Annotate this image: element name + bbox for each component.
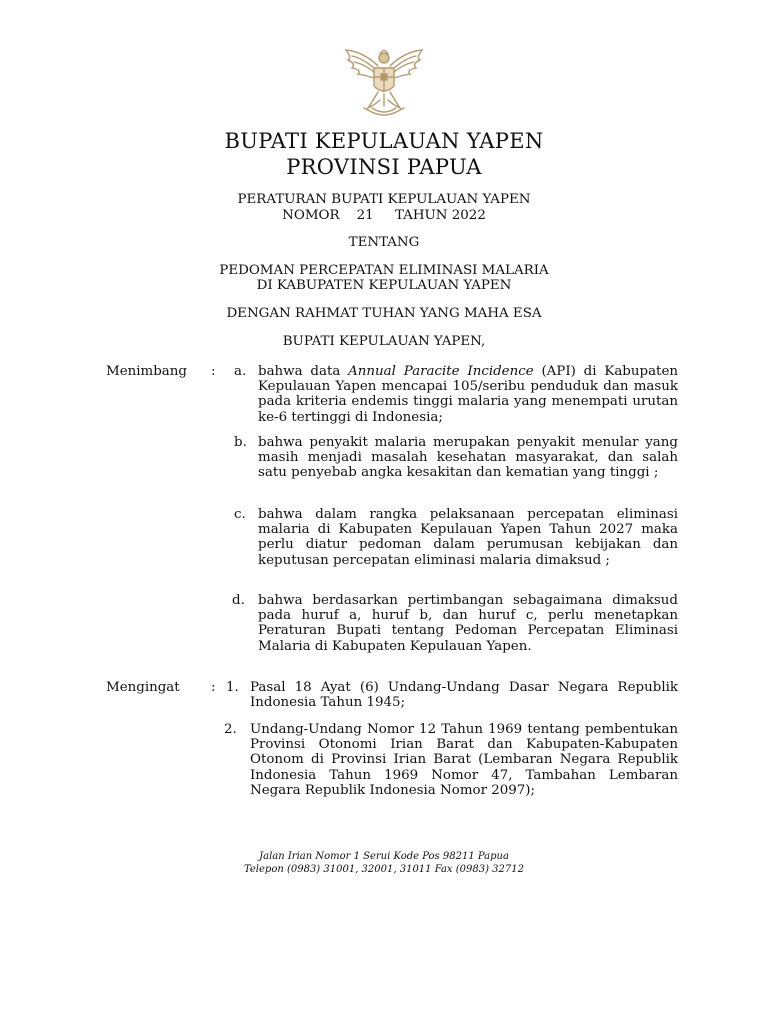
menimbang-item-d: bahwa berdasarkan pertimbangan sebagaimana dimaksud pada huruf a, huruf b, dan huruf c, perlu menetapkan Peraturan Bupati tentang Pedoman Percepatan Eliminasi Malaria di Kabupaten Kepulauan Yapen. [258,593,678,654]
invocation: DENGAN RAHMAT TUHAN YANG MAHA ESA [226,306,542,321]
menimbang-mark-d: d. [232,593,245,608]
mengingat-label: Mengingat [106,680,180,695]
mengingat-item-1: Pasal 18 Ayat (6) Undang-Undang Dasar Negara Republik Indonesia Tahun 1945; [250,680,678,711]
menimbang-colon: : [211,364,216,379]
regulation-title: PERATURAN BUPATI KEPULAUAN YAPEN [237,192,531,207]
menimbang-item-a-post: (API) di Kabupaten Kepulauan Yapen mencapai 105/seribu penduduk dan masuk pada kriteria endemis tinggi malaria yang menempati urutan ke-6 tertinggi di Indonesia; [258,364,678,425]
mengingat-mark-2: 2. [224,722,237,737]
regulation-number: NOMOR 21 TAHUN 2022 [282,208,486,223]
letterhead-title: BUPATI KEPULAUAN YAPEN [224,129,544,153]
footer-address: Jalan Irian Nomor 1 Serui Kode Pos 98211 Papua [259,851,509,862]
mengingat-item-2: Undang-Undang Nomor 12 Tahun 1969 tentang pembentukan Provinsi Otonomi Irian Barat dan Kabupaten-Kabupaten Otonom di Provinsi Irian Barat (Lembaran Negara Republik Indonesia Tahun 1969 Nomor 47, Tambahan Lembaran Negara Republik Indonesia Nomor 2097); [250,722,678,798]
regulation-subject-line2: DI KABUPATEN KEPULAUAN YAPEN [256,278,512,293]
menimbang-item-a [258,364,678,425]
regulation-subject-line1: PEDOMAN PERCEPATAN ELIMINASI MALARIA [219,263,549,278]
garuda-emblem-icon [334,44,434,122]
footer-phone: Telepon (0983) 31001, 32001, 31011 Fax (0983) 32712 [243,864,524,875]
mengingat-mark-1: 1. [226,680,239,695]
menimbang-item-a-pre: bahwa data [258,364,349,379]
authority: BUPATI KEPULAUAN YAPEN, [282,334,486,349]
mengingat-colon: : [211,680,216,695]
letterhead-province: PROVINSI PAPUA [286,155,482,179]
menimbang-item-a-italic: Annual Paracite Incidence [348,364,534,379]
menimbang-item-c: bahwa dalam rangka pelaksanaan percepatan eliminasi malaria di Kabupaten Kepulauan Yapen Tahun 2027 maka perlu diatur pedoman dalam perumusan kebijakan dan keputusan percepatan eliminasi malaria dimaksud ; [258,507,678,568]
menimbang-mark-a: a. [234,364,247,379]
menimbang-mark-b: b. [234,435,247,450]
menimbang-label: Menimbang [106,364,187,379]
regulation-about: TENTANG [348,235,420,250]
menimbang-mark-c: c. [234,507,246,522]
menimbang-item-b: bahwa penyakit malaria merupakan penyakit menular yang masih menjadi masalah kesehatan masyarakat, dan salah satu penyebab angka kesakitan dan kematian yang tinggi ; [258,435,678,481]
